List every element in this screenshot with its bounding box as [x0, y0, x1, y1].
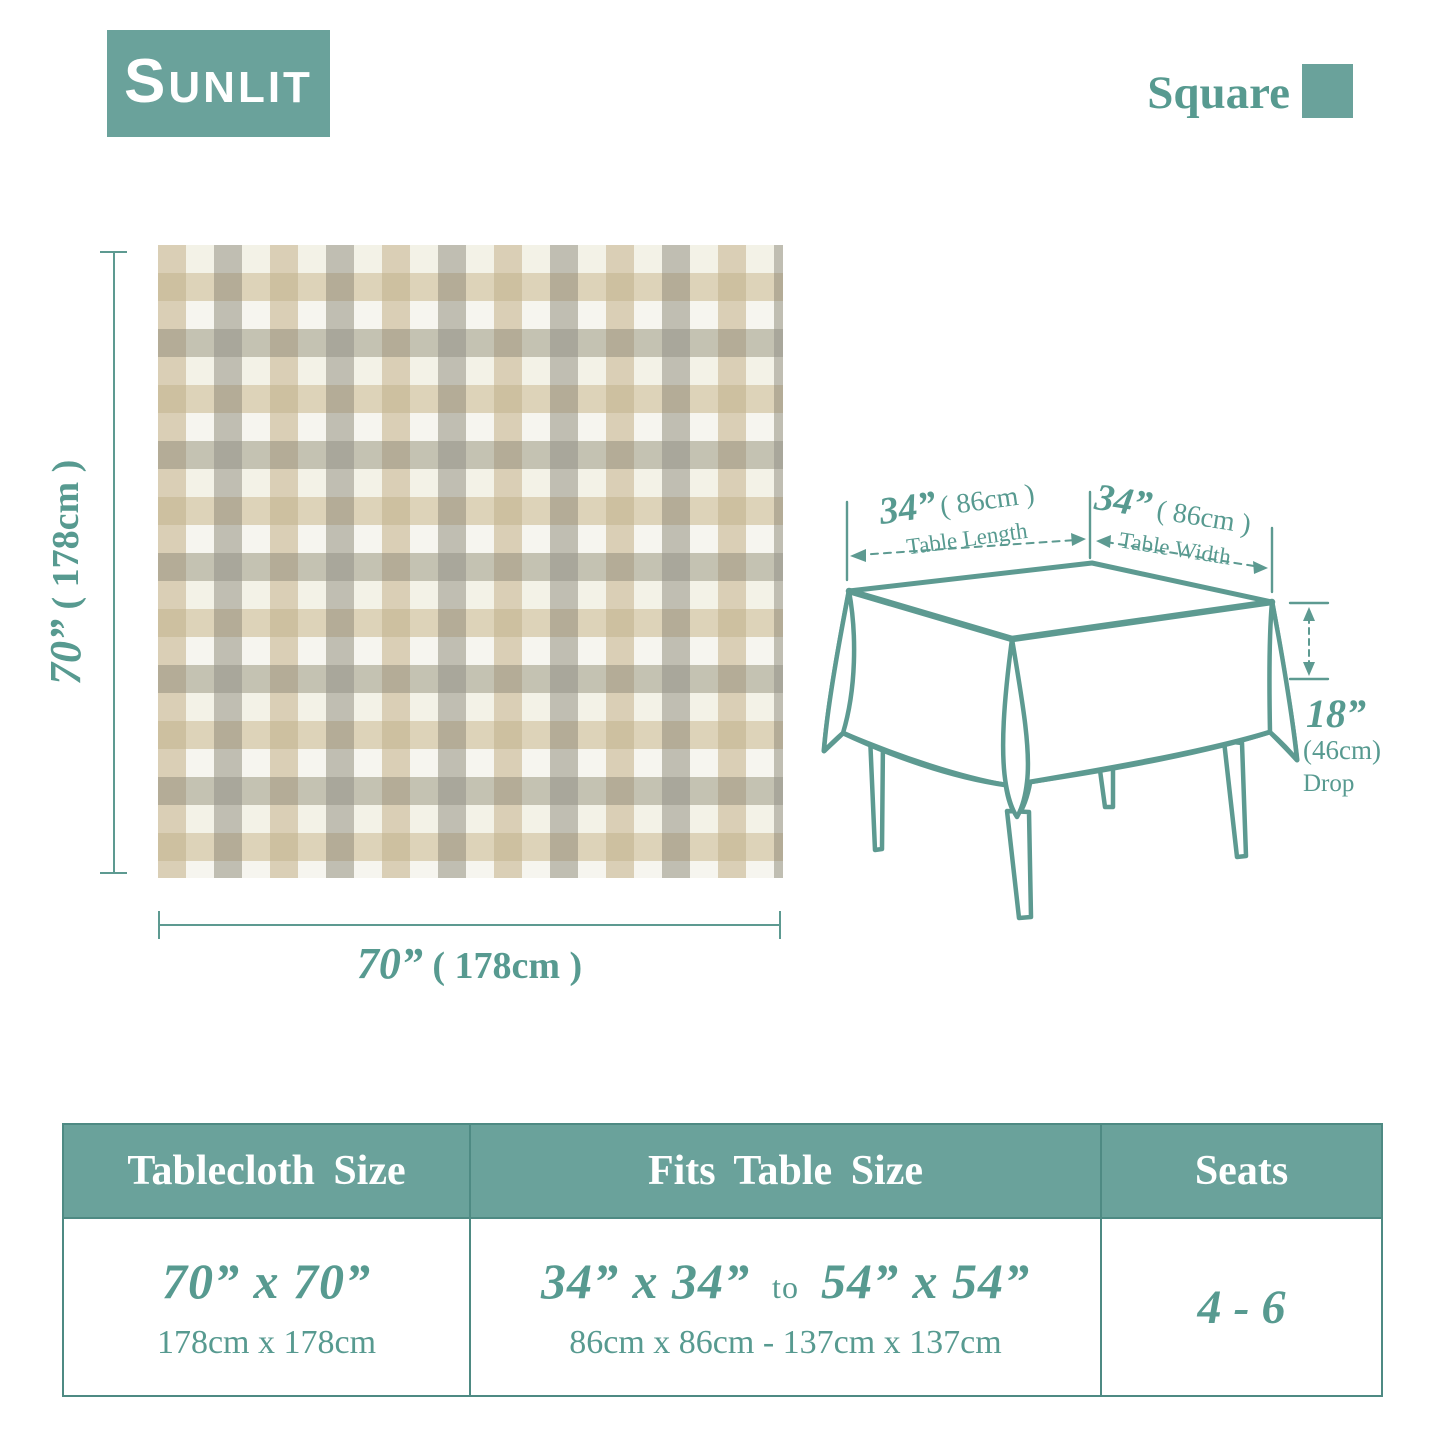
fits-connector: to [772, 1269, 799, 1305]
width-label: Table Width [1117, 527, 1233, 570]
fits-size-inches [541, 1252, 1030, 1310]
size-chart [62, 1123, 1383, 1397]
cell-fits-table-size [471, 1217, 1102, 1395]
fits-from: 34” x 34” [541, 1253, 751, 1309]
size-chart-header-row [64, 1125, 1381, 1217]
drape-right [1269, 602, 1297, 760]
length-cm: ( 86cm ) [938, 478, 1037, 523]
size-chart-data-row [64, 1217, 1381, 1395]
width-cm: ( 178cm ) [422, 945, 583, 987]
width-dimension-label [159, 938, 780, 989]
header-seats: Seats [1102, 1125, 1381, 1217]
width-dimension-line [159, 924, 780, 926]
header-tablecloth-size: Tablecloth Size [64, 1125, 471, 1217]
header-fits-table-size: Fits Table Size [471, 1125, 1102, 1217]
width-arrowhead-right [1253, 561, 1268, 574]
height-dimension-line [113, 252, 115, 874]
length-label: Table Length [904, 517, 1029, 560]
tablecloth-size-cm: 178cm x 178cm [156, 1324, 377, 1361]
gingham-pattern [158, 245, 783, 878]
drop-cm: (46cm) [1303, 735, 1381, 765]
height-cm: ( 178cm ) [45, 459, 87, 619]
length-inch: 34” [876, 483, 939, 533]
width-dimension-tick-left [158, 911, 160, 939]
height-dimension-label [40, 425, 91, 685]
brand-logo-text: SUNLIT [124, 47, 313, 116]
drop-inch: 18” [1306, 691, 1366, 736]
drop-arrowhead-down [1303, 662, 1315, 676]
height-dimension-tick-top [100, 251, 127, 253]
table-leg-front [1007, 811, 1031, 918]
tablecloth-size-inches: 70” x 70” [162, 1253, 371, 1309]
shape-label-text: Square [1147, 67, 1290, 119]
width-annotation [1086, 476, 1254, 572]
table-diagram [810, 455, 1445, 960]
width-inch-d: 34” [1092, 476, 1155, 527]
fits-to: 54” x 54” [820, 1253, 1030, 1309]
width-arrowhead-left [1096, 535, 1111, 548]
table-leg-left [870, 736, 883, 850]
length-arrowhead-right [1071, 533, 1086, 546]
table-leg-right [1224, 741, 1246, 857]
tablecloth-swatch [158, 245, 783, 878]
square-shape-swatch [1302, 64, 1353, 118]
width-dimension-tick-right [779, 911, 781, 939]
length-annotation [876, 470, 1041, 563]
drop-label: Drop [1303, 770, 1355, 797]
seats-value: 4 - 6 [1197, 1280, 1286, 1334]
height-inch: 70” [41, 619, 90, 685]
length-arrowhead-left [850, 549, 866, 562]
brand-logo [107, 30, 330, 137]
fits-size-cm: 86cm x 86cm - 137cm x 137cm [569, 1324, 1002, 1361]
width-inch: 70” [356, 939, 423, 988]
width-cm-d: ( 86cm ) [1154, 494, 1254, 541]
svg-text:34”( 86cm ) [1091, 476, 1254, 542]
cell-tablecloth-size [64, 1217, 471, 1395]
drop-arrowhead-up [1303, 607, 1315, 621]
cell-seats [1102, 1217, 1381, 1395]
height-dimension-tick-bottom [100, 872, 127, 874]
